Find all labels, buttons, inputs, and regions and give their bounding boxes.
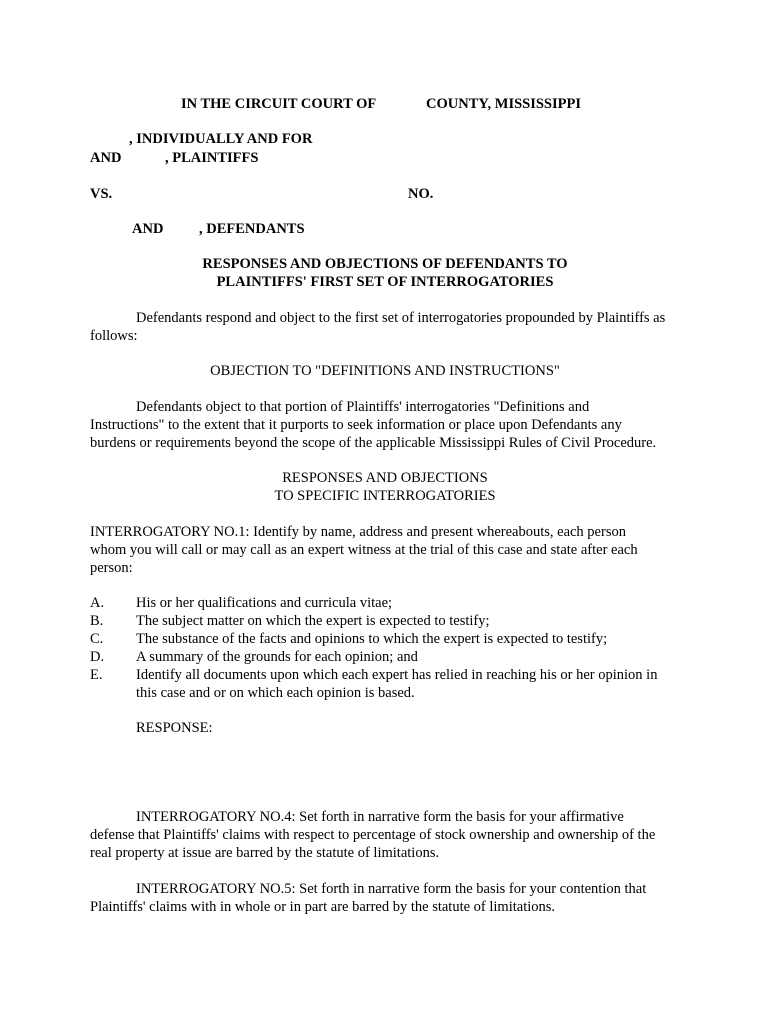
interrogatory-5-line-2: Plaintiffs' claims with in whole or in part are barred by the statute of limitations. <box>90 899 556 915</box>
list-item-letter-b: B. <box>90 613 104 629</box>
intro-line-1: Defendants respond and object to the first set of interrogatories propounded by Plaintiffs as <box>136 310 666 326</box>
interrogatory-1-line-2: whom you will call or may call as an expert witness at the trial of this case and state after each <box>90 542 638 558</box>
interrogatory-4-line-2: defense that Plaintiffs' claims with respect to percentage of stock ownership and ownership of the <box>90 827 656 843</box>
responses-heading-line-2: TO SPECIFIC INTERROGATORIES <box>274 488 496 504</box>
interrogatory-4-line-3: real property at issue are barred by the statute of limitations. <box>90 845 440 861</box>
intro-line-2: follows: <box>90 328 138 344</box>
objection-heading: OBJECTION TO "DEFINITIONS AND INSTRUCTIONS" <box>210 363 560 379</box>
plaintiff-line-2: , PLAINTIFFS <box>165 150 259 166</box>
court-name-left: IN THE CIRCUIT COURT OF <box>181 96 377 112</box>
responses-heading-line-1: RESPONSES AND OBJECTIONS <box>282 470 488 486</box>
objection-body-line-3: burdens or requirements beyond the scope of the applicable Mississippi Rules of Civil Procedure. <box>90 435 657 451</box>
plaintiff-line-1: , INDIVIDUALLY AND FOR <box>129 131 313 147</box>
list-item-text-e: Identify all documents upon which each expert has relied in reaching his or her opinion in <box>136 667 658 683</box>
list-item-text-a: His or her qualifications and curricula vitae; <box>136 595 393 611</box>
list-item-text-b: The subject matter on which the expert is expected to testify; <box>136 613 490 629</box>
list-item-letter-c: C. <box>90 631 104 647</box>
list-item-letter-a: A. <box>90 595 105 611</box>
list-item-letter-e: E. <box>90 667 103 683</box>
document-title-line-1: RESPONSES AND OBJECTIONS OF DEFENDANTS TO <box>202 256 568 272</box>
interrogatory-1-line-3: person: <box>90 560 133 576</box>
list-item-text-d: A summary of the grounds for each opinion; and <box>136 649 418 665</box>
document-title-line-2: PLAINTIFFS' FIRST SET OF INTERROGATORIES <box>216 274 554 290</box>
list-item-text-e-continued: this case and or on which each opinion is based. <box>136 685 415 701</box>
case-number-label: NO. <box>408 186 434 202</box>
list-item-letter-d: D. <box>90 649 105 665</box>
defendants-and: AND <box>132 221 164 237</box>
objection-body-line-2: Instructions" to the extent that it purports to seek information or place upon Defendants any <box>90 417 622 433</box>
plaintiff-and: AND <box>90 150 122 166</box>
interrogatory-1-line-1: INTERROGATORY NO.1: Identify by name, address and present whereabouts, each person <box>90 524 626 540</box>
interrogatory-5-line-1: INTERROGATORY NO.5: Set forth in narrative form the basis for your contention that <box>136 881 647 897</box>
court-name-right: COUNTY, MISSISSIPPI <box>426 96 581 112</box>
defendants-line: , DEFENDANTS <box>199 221 305 237</box>
interrogatory-4-line-1: INTERROGATORY NO.4: Set forth in narrative form the basis for your affirmative <box>136 809 624 825</box>
versus-label: VS. <box>90 186 113 202</box>
response-label: RESPONSE: <box>136 720 213 736</box>
objection-body-line-1: Defendants object to that portion of Plaintiffs' interrogatories "Definitions and <box>136 399 590 415</box>
list-item-text-c: The substance of the facts and opinions to which the expert is expected to testify; <box>136 631 608 647</box>
